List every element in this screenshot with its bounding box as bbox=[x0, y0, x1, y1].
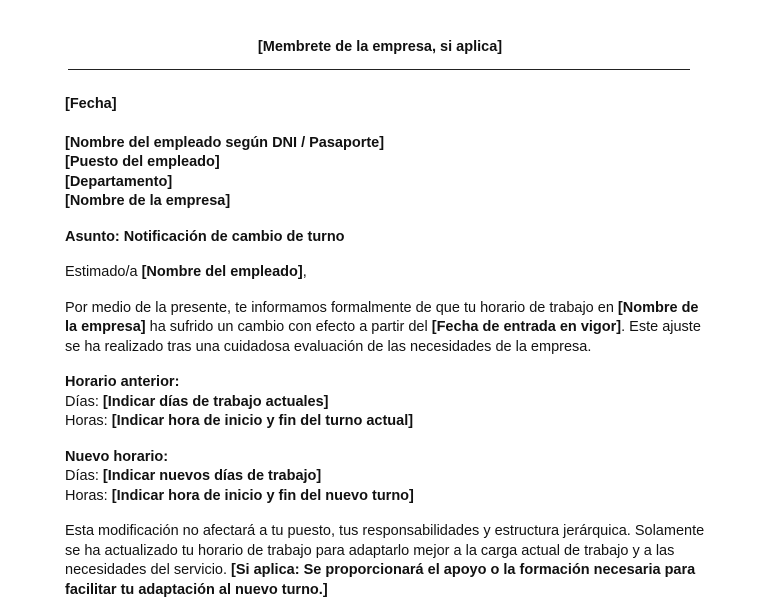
new-schedule-days bbox=[65, 467, 705, 487]
subject-line: Asunto: Notificación de cambio de turno bbox=[65, 228, 345, 245]
paragraph-intro-text-3: . Este ajuste se ha realizado tras una cuidadosa evaluación de las necesidades de la empresa. bbox=[65, 319, 701, 355]
spacer bbox=[65, 115, 705, 134]
days-value: [Indicar nuevos días de trabajo] bbox=[102, 468, 322, 484]
greeting-prefix: Estimado/a bbox=[65, 264, 142, 280]
spacer bbox=[65, 357, 705, 373]
new-schedule-hours bbox=[65, 487, 705, 507]
days-value: [Indicar días de trabajo actuales] bbox=[102, 393, 329, 410]
previous-schedule-days bbox=[65, 393, 705, 413]
spacer bbox=[65, 247, 705, 263]
days-label: Días: bbox=[65, 393, 103, 410]
greeting-suffix: , bbox=[302, 264, 307, 280]
letterhead-divider bbox=[68, 69, 690, 70]
paragraph-intro-effective-date: [Fecha de entrada en vigor] bbox=[431, 319, 622, 335]
hours-value: [Indicar hora de inicio y fin del turno actual] bbox=[111, 413, 414, 429]
previous-schedule-hours bbox=[65, 412, 705, 432]
paragraph-intro bbox=[65, 299, 705, 358]
greeting-name: [Nombre del empleado] bbox=[141, 264, 303, 280]
spacer bbox=[65, 212, 705, 228]
paragraph-closing bbox=[65, 522, 705, 600]
new-schedule-block bbox=[65, 448, 705, 507]
spacer bbox=[65, 432, 705, 448]
days-label: Días: bbox=[65, 468, 103, 484]
hours-label: Horas: bbox=[65, 487, 112, 504]
paragraph-intro-company: [Nombre de la empresa] bbox=[65, 299, 699, 335]
recipient-name: [Nombre del empleado según DNI / Pasaporte] bbox=[65, 134, 385, 151]
paragraph-intro-text-1: Por medio de la presente, te informamos formalmente de que tu horario de trabajo en bbox=[65, 299, 618, 316]
letter-body bbox=[65, 95, 705, 600]
new-schedule-heading: Nuevo horario: bbox=[65, 448, 169, 465]
recipient-department: [Departamento] bbox=[65, 173, 173, 190]
hours-label: Horas: bbox=[65, 413, 112, 429]
spacer bbox=[65, 506, 705, 522]
paragraph-intro-text-2: ha sufrido un cambio con efecto a partir del bbox=[145, 319, 432, 335]
letterhead: [Membrete de la empresa, si aplica] bbox=[257, 39, 503, 55]
greeting bbox=[65, 263, 705, 283]
paragraph-closing-support-note: [Si aplica: Se proporcionará el apoyo o la formación necesaria para facilitar tu adaptación al nuevo turno.] bbox=[65, 562, 696, 598]
recipient-position: [Puesto del empleado] bbox=[65, 154, 220, 170]
previous-schedule-block bbox=[65, 373, 705, 432]
spacer bbox=[65, 283, 705, 299]
recipient-company: [Nombre de la empresa] bbox=[65, 193, 231, 209]
hours-value: [Indicar hora de inicio y fin del nuevo turno] bbox=[111, 487, 414, 504]
recipient-block bbox=[65, 134, 705, 212]
paragraph-closing-text: Esta modificación no afectará a tu puesto, tus responsabilidades y estructura jerárquica. Solamente se ha actualizado tu horario de trabajo para adaptarlo mejor a la carga actual de trabajo y a las necesidades del servicio. bbox=[65, 523, 705, 578]
date-line: [Fecha] bbox=[65, 96, 117, 112]
previous-schedule-heading: Horario anterior: bbox=[65, 374, 180, 390]
